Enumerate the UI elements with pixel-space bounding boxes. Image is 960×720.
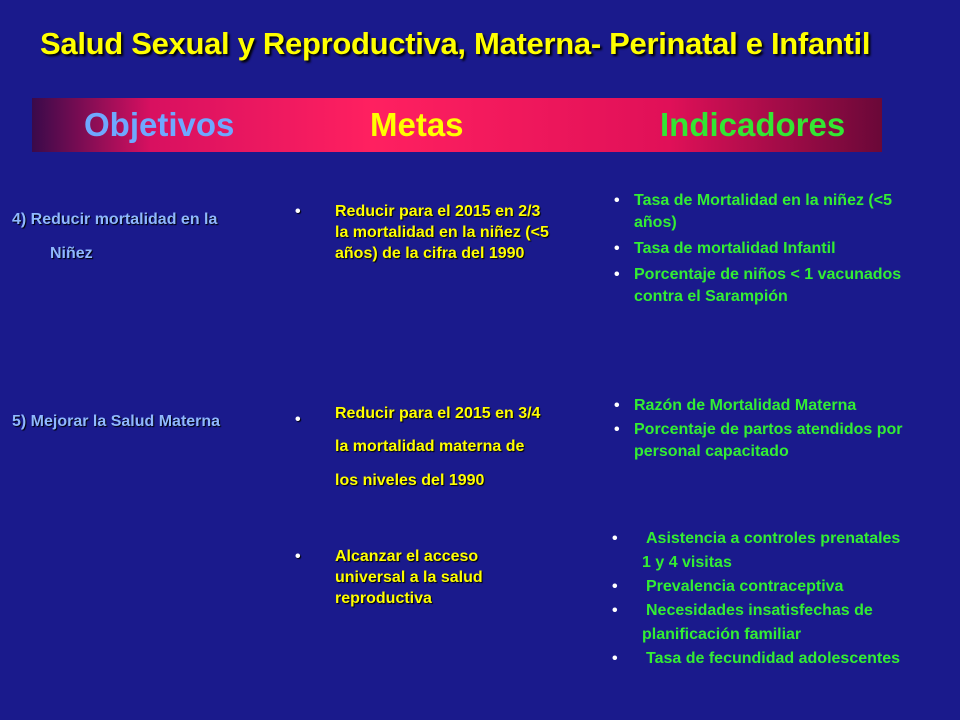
indicador-text: Tasa de Mortalidad en la niñez (<5 (634, 192, 892, 209)
indicador-text: planificación familiar (642, 626, 802, 643)
indicador-text: años) (634, 214, 677, 231)
meta-3 (295, 546, 615, 609)
indicador-text: Asistencia a controles prenatales (646, 530, 901, 547)
indicadores-1 (612, 190, 901, 308)
indicadores-3 (612, 527, 900, 671)
indicador-text: Tasa de fecundidad adolescentes (646, 650, 901, 667)
bullet-icon: • (614, 421, 620, 438)
bullet-icon: • (612, 578, 618, 595)
indicador-item (612, 599, 900, 647)
indicador-text: 1 y 4 visitas (642, 554, 732, 571)
meta-2-line3: los niveles del 1990 (335, 472, 485, 489)
indicador-item (612, 190, 901, 234)
bullet-icon: • (295, 203, 301, 220)
indicador-text: Porcentaje de niños < 1 vacunados (634, 266, 902, 283)
bullet-icon: • (614, 240, 620, 257)
objetivo-4 (12, 208, 217, 266)
indicador-item (612, 527, 900, 575)
indicador-item (612, 264, 901, 308)
header-metas: Metas (370, 106, 464, 143)
bullet-icon: • (295, 411, 301, 428)
column-header-bar (32, 98, 882, 152)
bullet-icon: • (612, 602, 618, 619)
meta-2 (295, 403, 615, 498)
bullet-icon: • (614, 397, 620, 414)
indicador-text: Razón de Mortalidad Materna (634, 397, 857, 414)
meta-1 (295, 201, 615, 264)
bullet-icon: • (612, 530, 618, 547)
bullet-icon: • (614, 192, 620, 209)
indicador-item (612, 395, 903, 417)
meta-1-line2: la mortalidad en la niñez (<5 (335, 224, 549, 241)
meta-1-line1: Reducir para el 2015 en 2/3 (335, 203, 541, 220)
indicador-item (612, 575, 900, 599)
indicador-text: personal capacitado (634, 443, 789, 460)
indicador-text: Porcentaje de partos atendidos por (634, 421, 903, 438)
objetivo-5: 5) Mejorar la Salud Materna (12, 413, 221, 430)
bullet-icon: • (295, 548, 301, 565)
indicadores-2 (612, 395, 903, 463)
meta-3-line1: Alcanzar el acceso (335, 548, 479, 565)
objetivo-4-line2: Niñez (50, 245, 93, 262)
bullet-icon: • (614, 266, 620, 283)
objetivo-4-line1: 4) Reducir mortalidad en la (12, 211, 218, 228)
indicador-item (612, 647, 900, 671)
meta-1-line3: años) de la cifra del 1990 (335, 245, 525, 262)
meta-2-line2: la mortalidad materna de (335, 438, 525, 455)
slide-title: Salud Sexual y Reproductiva, Materna- Perinatal e Infantil (40, 26, 871, 61)
indicador-item (612, 419, 903, 463)
indicador-text: contra el Sarampión (634, 288, 788, 305)
header-indicadores: Indicadores (660, 106, 846, 143)
indicador-text: Prevalencia contraceptiva (646, 578, 844, 595)
indicador-text: Necesidades insatisfechas de (646, 602, 873, 619)
meta-3-line2: universal a la salud (335, 569, 483, 586)
header-objetivos: Objetivos (84, 106, 235, 143)
meta-2-line1: Reducir para el 2015 en 3/4 (335, 405, 541, 422)
bullet-icon: • (612, 650, 618, 667)
indicador-item (612, 238, 901, 260)
meta-3-line3: reproductiva (335, 590, 432, 607)
indicador-text: Tasa de mortalidad Infantil (634, 240, 836, 257)
